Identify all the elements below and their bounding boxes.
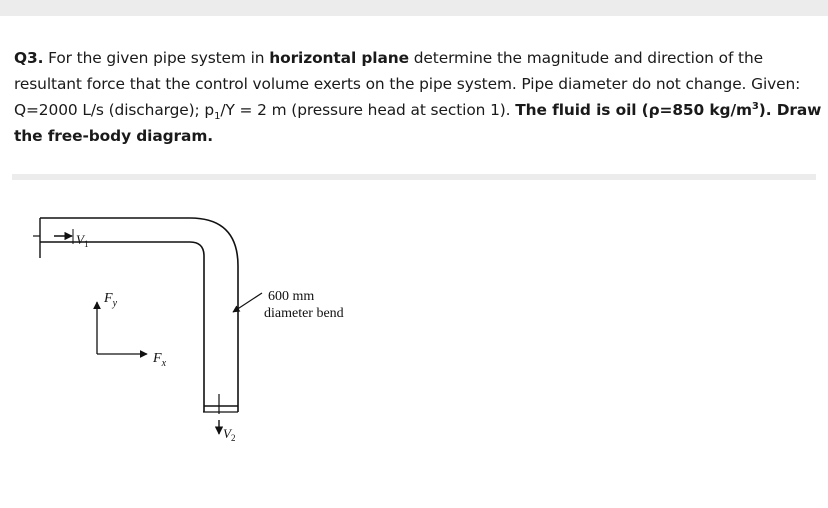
question-line-1-pre: For the given pipe system in (43, 49, 270, 67)
question-line-3-mid: /Υ = 2 m (pressure head at section 1). (220, 101, 516, 119)
question-line-3-bold-text: The fluid is oil (ρ=850 kg/m (515, 101, 752, 119)
bend-label-line1: 600 mm (268, 289, 315, 304)
question-line-3-bold (515, 101, 821, 119)
v1-label: $V_1$ (76, 232, 89, 249)
v1-arrow (54, 229, 88, 249)
question-line-3-sub: 1 (214, 111, 221, 123)
bend-label-line2: diameter bend (264, 306, 344, 321)
v2-label: $V_2$ (223, 426, 236, 443)
question-line-4-bold: the free-body diagram. (14, 127, 214, 145)
force-axes (97, 291, 167, 369)
pipe-diagram (0, 180, 828, 503)
question-line-3 (14, 97, 822, 123)
question-line-3-sup: 3 (751, 100, 759, 112)
question-line-3-pre: Q=2000 L/s (discharge); p (14, 101, 215, 119)
fy-label: $F_y$ (104, 291, 118, 309)
question-line-1-post: determine the magnitude and direction of the (408, 49, 764, 67)
pipe-figure (0, 180, 828, 503)
pipe-inner-wall (40, 242, 204, 412)
question-text (14, 45, 822, 149)
v2-arrow (219, 420, 235, 443)
top-border (0, 0, 828, 16)
question-line-4 (14, 123, 814, 149)
fx-label: $F_x$ (153, 351, 167, 369)
question-line-2: resultant force that the control volume exerts on the pipe system. Pipe diameter do not change. Given: (14, 75, 801, 93)
outlet-section-marker (203, 394, 238, 414)
inlet-section-marker (33, 218, 40, 258)
question-line-3-bold-end: ). Draw (758, 101, 822, 119)
pipe-outer-wall (40, 218, 238, 412)
question-line-1-bold: horizontal plane (269, 49, 409, 67)
question-number: Q3. (14, 49, 44, 67)
question-line-1 (14, 45, 814, 71)
